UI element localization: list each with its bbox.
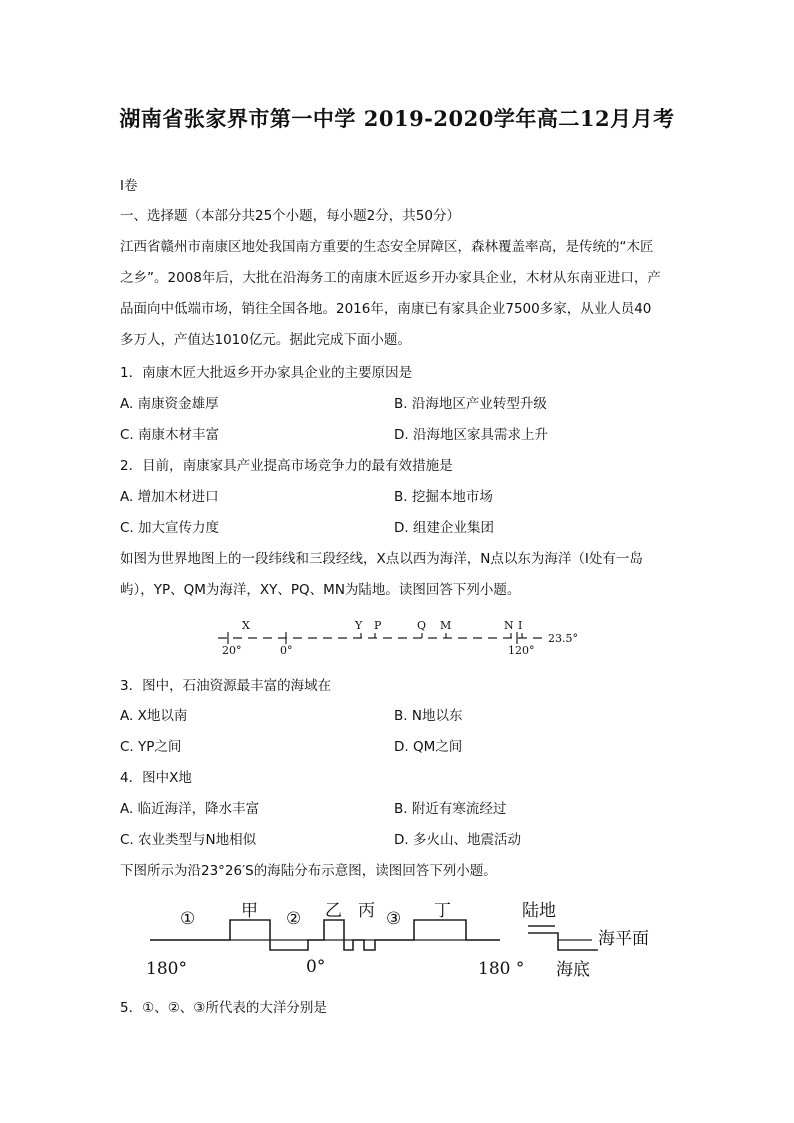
lon-label-20: 20°: [222, 644, 242, 657]
option-b: B. 沿海地区产业转型升级: [394, 396, 547, 412]
legend-land: 陆地: [522, 901, 556, 921]
passage-line: 之乡”。2008年后，大批在沿海务工的南康木匠返乡开办家具企业，木材从东南亚进口，产: [120, 270, 661, 286]
option-a: A. 临近海洋，降水丰富: [120, 801, 260, 817]
label-y: Y: [355, 619, 363, 632]
ocean-label-1: ①: [180, 909, 196, 929]
figure-land-sea-profile: [140, 892, 680, 984]
option-c: C. YP之间: [120, 739, 182, 755]
land-label-yi: 乙: [325, 901, 342, 921]
question-stem: 2．目前，南康家具产业提高市场竞争力的最有效措施是: [120, 458, 453, 474]
question-stem: 4．图中X地: [120, 770, 192, 786]
question-stem: 3．图中，石油资源最丰富的海域在: [120, 678, 332, 694]
option-a: A. 南康资金雄厚: [120, 396, 219, 412]
passage-line: 江西省赣州市南康区地处我国南方重要的生态安全屏障区，森林覆盖率高，是传统的“木匠: [120, 239, 654, 255]
option-c: C. 南康木材丰富: [120, 427, 220, 443]
ocean-label-3: ③: [386, 909, 402, 929]
lon-label-180-west: 180°: [146, 959, 187, 979]
land-label-ding: 丁: [434, 901, 451, 921]
page-title: 湖南省张家界市第一中学 2019-2020学年高二12月月考: [119, 106, 675, 131]
section-heading: 一、选择题（本部分共25个小题，每小题2分，共50分）: [120, 208, 460, 224]
ocean-label-2: ②: [286, 909, 302, 929]
option-a: A. 增加木材进口: [120, 489, 219, 505]
lat-label: 23.5°: [548, 632, 578, 645]
label-p: P: [374, 619, 382, 632]
option-b: B. 挖掘本地市场: [394, 489, 493, 505]
option-b: B. N地以东: [394, 708, 463, 724]
passage-line: 多万人，产值达1010亿元。据此完成下面小题。: [120, 332, 411, 348]
question-stem: 1．南康木匠大批返乡开办家具企业的主要原因是: [120, 365, 413, 381]
label-x: X: [242, 619, 250, 632]
legend-sea-floor: 海底: [556, 960, 590, 980]
land-label-bing: 丙: [358, 901, 375, 921]
label-m: M: [440, 619, 452, 632]
legend-sea-level: 海平面: [598, 929, 649, 949]
passage-line: 品面向中低端市场，销往全国各地。2016年，南康已有家具企业7500多家，从业人员40: [120, 301, 652, 317]
option-c: C. 加大宣传力度: [120, 520, 220, 536]
passage-3: 下图所示为沿23°26′S的海陆分布示意图，读图回答下列小题。: [120, 863, 497, 879]
option-d: D. 多火山、地震活动: [394, 832, 521, 848]
land-label-jia: 甲: [241, 901, 258, 921]
lon-label-0: 0°: [306, 957, 326, 977]
lon-label-0: 0°: [280, 644, 293, 657]
option-d: D. 沿海地区家具需求上升: [394, 427, 548, 443]
volume-label: I卷: [120, 178, 138, 194]
lon-label-120: 120°: [508, 644, 535, 657]
option-c: C. 农业类型与N地相似: [120, 832, 257, 848]
passage-line: 如图为世界地图上的一段纬线和三段经线，X点以西为海洋，N点以东为海洋（I处有一岛: [120, 551, 643, 567]
label-q: Q: [417, 619, 427, 632]
option-a: A. X地以南: [120, 708, 188, 724]
option-b: B. 附近有寒流经过: [394, 801, 507, 817]
lon-label-180-east: 180 °: [478, 959, 525, 979]
question-5-stem: 5．①、②、③所代表的大洋分别是: [120, 1000, 327, 1016]
label-i: I: [518, 619, 523, 632]
option-d: D. QM之间: [394, 739, 463, 755]
label-n: N: [504, 619, 514, 632]
option-d: D. 组建企业集团: [394, 520, 494, 536]
passage-line: 屿），YP、QM为海洋，XY、PQ、MN为陆地。读图回答下列小题。: [120, 582, 521, 598]
figure-latitude-line: [210, 614, 590, 658]
